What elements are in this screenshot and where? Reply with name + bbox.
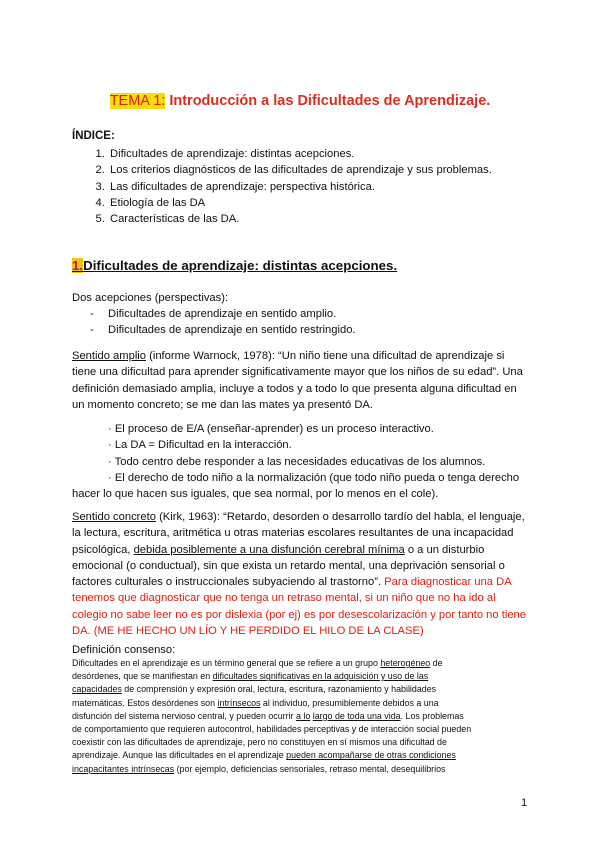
definition-line: coexistir con las dificultades de aprendizaje, pero no constituyen en sí mismos una dificultad de (72, 737, 447, 748)
definition-text: de (430, 658, 443, 668)
definition-text: (por ejemplo, deficiencias sensoriales, retraso mental, desequilibrios (174, 763, 446, 774)
index-item: 3. Las dificultades de aprendizaje: perspectiva histórica. (108, 179, 600, 195)
red-note-line: DA. (ME HE HECHO UN LÍO Y HE PERDIDO EL HILO DE LA CLASE) (72, 625, 424, 638)
red-note-line: colegio no sabe leer no es por dislexia (por ej) es por desescolarización y por tanto no tiene (72, 608, 526, 621)
paragraph-text: o a un disturbio (404, 543, 485, 556)
underlined-text: largo de toda una vida (312, 710, 401, 721)
paragraph-line: la lectura, escritura, aritmética u otras materias escolares resultantes de una incapacidad (72, 527, 514, 540)
title-text: Introducción a las Dificultades de Aprendizaje. (165, 93, 491, 109)
paragraph-line: definición demasiado amplia, incluye a todos y a todo lo que presenta alguna dificultad en (72, 382, 517, 395)
paragraph-line: un momento concreto; se me dan las mates ya presentó DA. (72, 398, 373, 411)
definition-text: disfunción del sistema nervioso central, y pueden ocurrir (72, 710, 296, 721)
paragraph-line: (Kirk, 1963): “Retardo, desorden o desarrollo tardío del habla, el lenguaje, (155, 511, 525, 523)
page-title (0, 93, 600, 109)
definition-text: Dificultades en el aprendizaje es un término general que se refiere a un grupo (72, 658, 381, 668)
index-item: 5. Características de las DA. (108, 211, 600, 227)
underlined-text: capacidades (72, 684, 122, 695)
index-item: 1. Dificultades de aprendizaje: distintas acepciones. (108, 146, 600, 162)
underlined-text: heterogéneo (380, 658, 431, 668)
underlined-text: pueden acompañarse de otras condiciones (286, 750, 456, 761)
red-note-text: Para diagnosticar una DA (384, 576, 512, 589)
consenso-definition (72, 657, 542, 776)
definition-text: al individuo, presumiblemente debidos a una (260, 697, 439, 708)
intro-text: Dos acepciones (perspectivas): (72, 292, 229, 304)
paragraph-line: (informe Warnock, 1978): “Un niño tiene una dificultad de aprendizaje si (146, 350, 505, 362)
page-number: 1 (521, 797, 528, 809)
definition-text: . Los problemas (400, 710, 464, 721)
index-list (72, 146, 600, 227)
index-item: 4. Etiología de las DA (108, 195, 600, 211)
definition-text: de comprensión y expresión oral, lectura, escritura, razonamiento y habilidades (121, 684, 437, 695)
underlined-text: dificultades significativas en la adquisición y uso de las (212, 671, 429, 682)
sentido-amplio-paragraph (72, 348, 542, 413)
consenso-heading: Definición consenso: (72, 644, 176, 656)
underlined-text: debida posiblemente a una disfunción cerebral mínima (133, 543, 405, 556)
bullet-line: · La DA = Dificultad en la interacción. (108, 439, 292, 452)
index-heading: ÍNDICE: (72, 130, 115, 142)
underlined-text: a lo (295, 710, 311, 721)
paragraph-line: tiene una dificultad para aprender significativamente mayor que los niños de su edad”. Una (72, 366, 523, 379)
list-item: - Dificultades de aprendizaje en sentido restringido. (90, 322, 356, 338)
underlined-text: intrínsecos (217, 697, 261, 708)
red-note-line: tenemos que diagnosticar que no tenga un retraso mental, si un niño que no ha ido al (72, 592, 496, 605)
definition-line: de comportamiento que requieren autocontrol, habilidades perceptivas y de interacción social pueden (72, 724, 472, 735)
definition-text: desórdenes, que se manifiestan en (72, 671, 213, 682)
paragraph-text: factores culturales o instruccionales subyaciendo al trastorno”. (72, 576, 385, 589)
sentido-concreto-paragraph (72, 509, 542, 639)
section-title: Dificultades de aprendizaje: distintas acepciones. (83, 258, 398, 273)
acepciones-list (90, 306, 356, 339)
title-label-highlight: TEMA 1: (109, 93, 166, 109)
paragraph-text: psicológica, (72, 543, 134, 556)
bullet-line: · El derecho de todo niño a la normalización (que todo niño pueda o tenga derecho (108, 471, 520, 484)
section-heading (72, 258, 397, 273)
bullet-line: · El proceso de E/A (enseñar-aprender) es un proceso interactivo. (108, 423, 434, 435)
bullet-line: · Todo centro debe responder a las necesidades educativas de los alumnos. (108, 455, 486, 468)
sentido-amplio-term: Sentido amplio (72, 350, 147, 362)
bullet-continuation: hacer lo que hacen sus iguales, que sea normal, por lo menos en el cole). (72, 488, 439, 501)
list-item: - Dificultades de aprendizaje en sentido amplio. (90, 306, 356, 322)
bullet-block (72, 421, 542, 502)
sentido-concreto-term: Sentido concreto (72, 511, 156, 523)
definition-text: matemáticas. Estos desórdenes son (72, 697, 218, 708)
paragraph-line: emocional (o conductual), sin que exista un retardo mental, una deprivación sensorial o (72, 559, 505, 572)
underlined-text: incapacitantes intrínsecas (72, 763, 175, 774)
section-number-highlight: 1. (72, 258, 84, 273)
index-item: 2. Los criterios diagnósticos de las dificultades de aprendizaje y sus problemas. (108, 162, 600, 178)
definition-text: aprendizaje. Aunque las dificultades en el aprendizaje (72, 750, 287, 761)
